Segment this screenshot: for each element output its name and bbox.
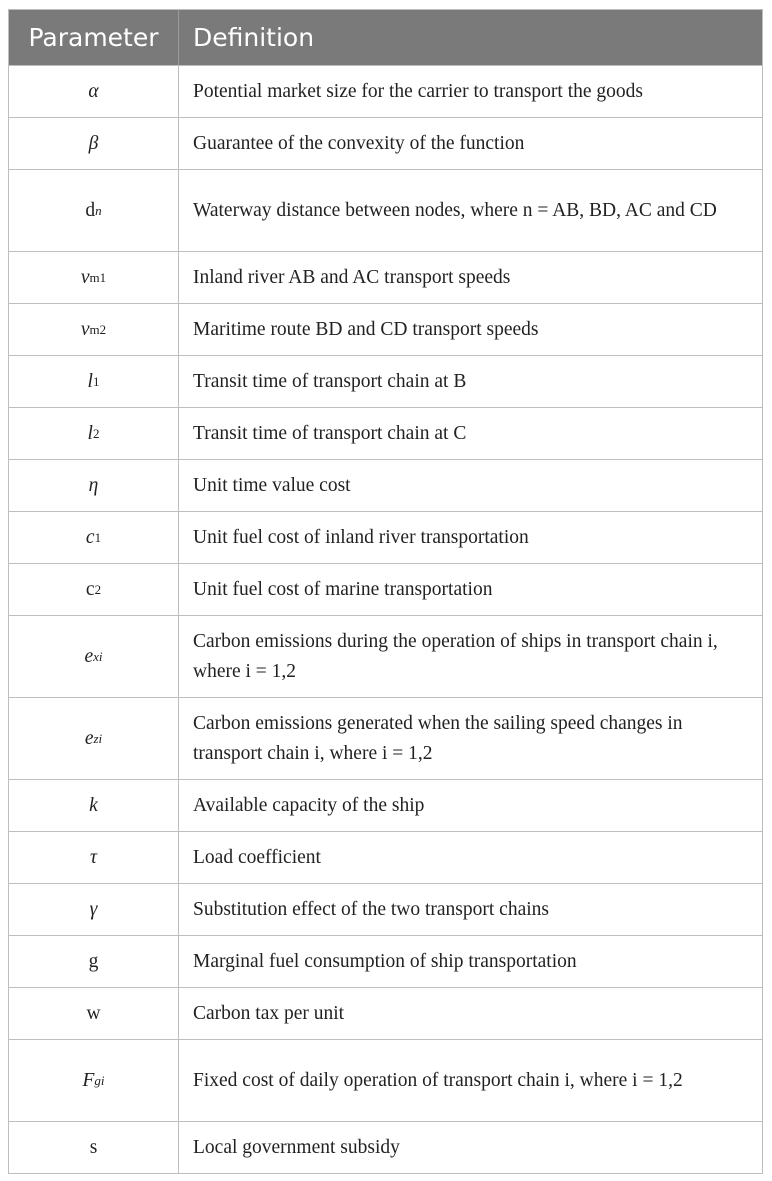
parameter-subscript: m1 xyxy=(89,269,107,285)
parameter-cell xyxy=(9,564,179,615)
definition-cell: Inland river AB and AC transport speeds xyxy=(193,266,511,288)
parameter-cell xyxy=(9,780,179,831)
definition-cell: Available capacity of the ship xyxy=(193,794,425,816)
definition-cell: Unit time value cost xyxy=(193,474,351,496)
definition-cell: Guarantee of the convexity of the function xyxy=(193,132,525,154)
parameter-cell xyxy=(9,118,179,169)
table-row xyxy=(9,1039,762,1121)
table-row xyxy=(9,511,762,563)
table-row xyxy=(9,169,762,251)
table-row xyxy=(9,935,762,987)
parameter-symbol: γ xyxy=(89,898,98,920)
parameter-symbol: e xyxy=(84,727,94,749)
table-row xyxy=(9,117,762,169)
parameter-subscript: 1 xyxy=(94,529,102,545)
table-row xyxy=(9,883,762,935)
table-row xyxy=(9,563,762,615)
parameter-cell xyxy=(9,832,179,883)
parameter-subscript: zi xyxy=(93,730,103,746)
definition-cell: Load coefficient xyxy=(193,846,321,868)
parameter-symbol: c xyxy=(85,526,95,548)
definition-cell: Transit time of transport chain at C xyxy=(193,422,467,444)
table-row xyxy=(9,987,762,1039)
parameter-cell xyxy=(9,170,179,251)
parameter-subscript: gi xyxy=(94,1072,105,1088)
parameter-subscript: xi xyxy=(93,648,103,664)
parameter-cell xyxy=(9,1122,179,1173)
table-row xyxy=(9,779,762,831)
parameter-cell xyxy=(9,698,179,779)
parameter-cell xyxy=(9,304,179,355)
table-row xyxy=(9,1121,762,1173)
parameter-symbol: β xyxy=(88,132,99,154)
table-header xyxy=(9,10,762,65)
parameter-cell xyxy=(9,936,179,987)
definition-cell: Unit fuel cost of marine transportation xyxy=(193,578,493,600)
definition-cell: Carbon tax per unit xyxy=(193,1002,345,1024)
table-row xyxy=(9,355,762,407)
definition-cell: Carbon emissions generated when the sailing speed changes in transport chain i, where i = 1,2 xyxy=(193,712,683,764)
table-row xyxy=(9,697,762,779)
parameter-cell xyxy=(9,252,179,303)
definition-cell: Fixed cost of daily operation of transport chain i, where i = 1,2 xyxy=(193,1069,683,1091)
parameter-symbol: F xyxy=(82,1069,95,1091)
table-row xyxy=(9,407,762,459)
parameter-symbol: α xyxy=(88,80,99,102)
parameter-cell xyxy=(9,66,179,117)
parameter-symbol: l xyxy=(87,370,93,392)
definition-cell: Transit time of transport chain at B xyxy=(193,370,467,392)
parameter-cell xyxy=(9,616,179,697)
parameter-cell xyxy=(9,460,179,511)
definition-cell: Waterway distance between nodes, where n = AB, BD, AC and CD xyxy=(193,199,717,221)
parameter-subscript: m2 xyxy=(89,321,107,337)
parameter-symbol: c xyxy=(85,578,95,600)
parameter-symbol: d xyxy=(85,199,96,221)
definition-cell: Maritime route BD and CD transport speeds xyxy=(193,318,539,340)
parameter-symbol: k xyxy=(89,794,98,816)
parameter-table xyxy=(8,9,763,1174)
table-row xyxy=(9,615,762,697)
table-row xyxy=(9,303,762,355)
parameter-subscript: 2 xyxy=(94,581,102,597)
parameter-symbol: τ xyxy=(90,846,97,868)
header-parameter: Parameter xyxy=(9,10,179,65)
table-row xyxy=(9,251,762,303)
parameter-symbol: w xyxy=(86,1002,101,1024)
definition-cell: Unit fuel cost of inland river transportation xyxy=(193,526,529,548)
parameter-cell xyxy=(9,408,179,459)
table-row xyxy=(9,65,762,117)
parameter-symbol: e xyxy=(84,645,94,667)
parameter-subscript: 2 xyxy=(92,425,100,441)
definition-cell: Potential market size for the carrier to transport the goods xyxy=(193,80,643,102)
parameter-symbol: l xyxy=(87,422,93,444)
table-row xyxy=(9,831,762,883)
header-definition: Definition xyxy=(193,23,315,52)
definition-cell: Local government subsidy xyxy=(193,1136,400,1158)
parameter-cell xyxy=(9,1040,179,1121)
parameter-symbol: v xyxy=(80,318,90,340)
parameter-cell xyxy=(9,356,179,407)
parameter-symbol: s xyxy=(89,1136,98,1158)
definition-cell: Marginal fuel consumption of ship transportation xyxy=(193,950,577,972)
parameter-symbol: v xyxy=(80,266,90,288)
definition-cell: Carbon emissions during the operation of ships in transport chain i, where i = 1,2 xyxy=(193,630,718,682)
parameter-symbol: g xyxy=(88,950,99,972)
table-row xyxy=(9,459,762,511)
parameter-symbol: η xyxy=(88,474,99,496)
definition-cell: Substitution effect of the two transport chains xyxy=(193,898,549,920)
parameter-cell xyxy=(9,988,179,1039)
parameter-subscript: 1 xyxy=(92,373,100,389)
parameter-cell xyxy=(9,884,179,935)
parameter-cell xyxy=(9,512,179,563)
parameter-superscript: n xyxy=(95,202,102,218)
